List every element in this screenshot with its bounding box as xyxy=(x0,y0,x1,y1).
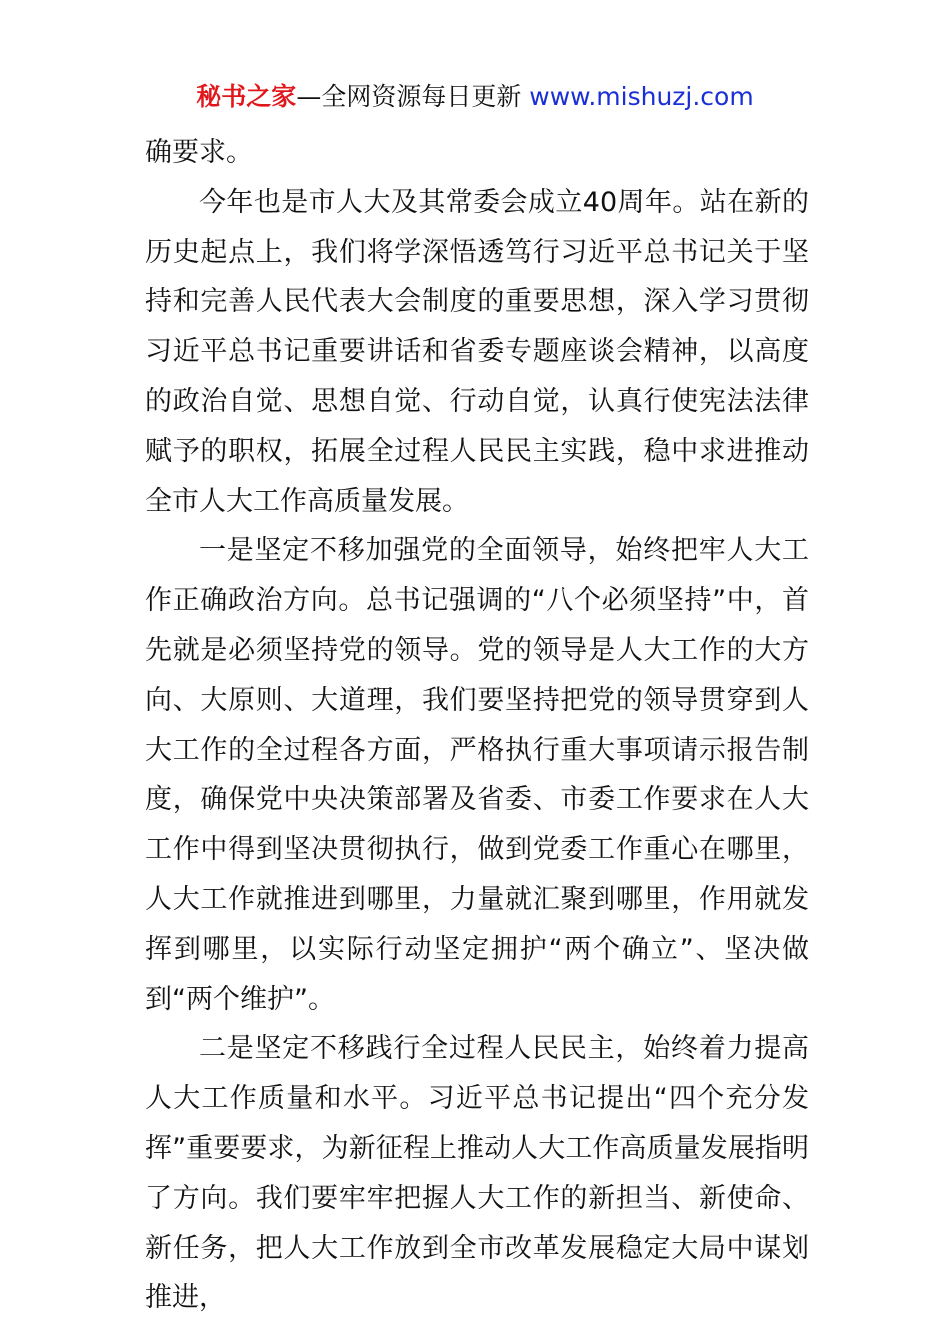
paragraph-point-two: 二是坚定不移践行全过程人民民主，始终着力提高人大工作质量和水平。习近平总书记提出“四个充分发挥”重要要求，为新征程上推动人大工作高质量发展指明了方向。我们要牢牢把握人大工作的新担当、新使命、新任务，把人大工作放到全市改革发展稳定大局中谋划推进， xyxy=(145,1033,809,1314)
page-header xyxy=(0,80,950,114)
document-body xyxy=(145,128,809,1323)
site-url-link[interactable]: www.mishuzj.com xyxy=(529,82,754,111)
brand-name: 秘书之家 xyxy=(196,82,297,111)
paragraph-anniversary: 今年也是市人大及其常委会成立40周年。站在新的历史起点上，我们将学深悟透笃行习近平总书记关于坚持和完善人民代表大会制度的重要思想，深入学习贯彻习近平总书记重要讲话和省委专题座谈会精神，以高度的政治自觉、思想自觉、行动自觉，认真行使宪法法律赋予的职权，拓展全过程人民民主实践，稳中求进推动全市人大工作高质量发展。 xyxy=(145,186,809,517)
header-tagline: —全网资源每日更新 xyxy=(296,82,522,111)
paragraph-point-one: 一是坚定不移加强党的全面领导，始终把牢人大工作正确政治方向。总书记强调的“八个必须坚持”中，首先就是必须坚持党的领导。党的领导是人大工作的大方向、大原则、大道理，我们要坚持把党的领导贯穿到人大工作的全过程各方面，严格执行重大事项请示报告制度，确保党中央决策部署及省委、市委工作要求在人大工作中得到坚决贯彻执行，做到党委工作重心在哪里，人大工作就推进到哪里，力量就汇聚到哪里，作用就发挥到哪里，以实际行动坚定拥护“两个确立”、坚决做到“两个维护”。 xyxy=(145,535,809,1015)
paragraph-continuation: 确要求。 xyxy=(145,137,253,168)
